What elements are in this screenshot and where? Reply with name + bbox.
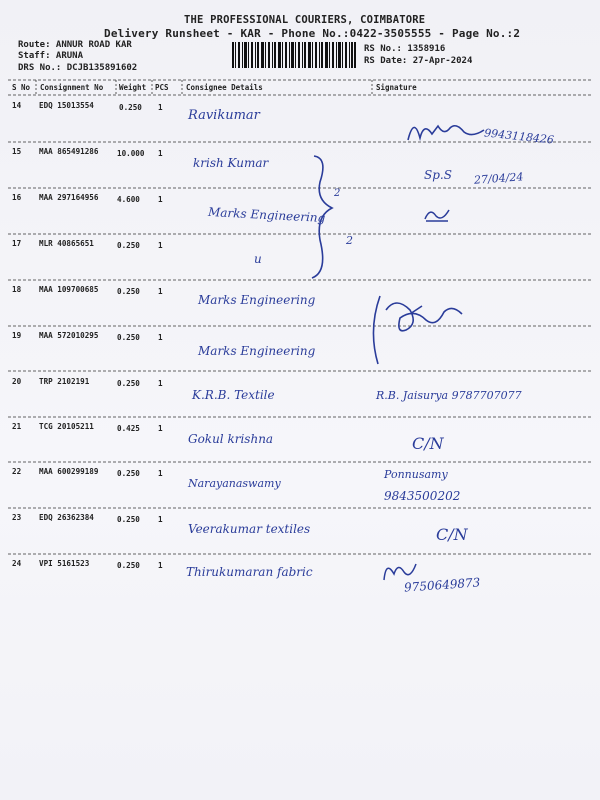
- row-weight: 0.250: [117, 333, 140, 342]
- row-pcs: 1: [158, 195, 163, 204]
- mark-2a: 2: [334, 188, 341, 199]
- row-pcs: 1: [158, 469, 163, 478]
- rs-number: RS No.: 1358916: [364, 44, 446, 54]
- row-signature-text: 27/04/24: [473, 170, 524, 187]
- rs-date: RS Date: 27-Apr-2024: [364, 56, 473, 66]
- row-consignee: Marks Engineering: [198, 293, 316, 307]
- runsheet-subtitle: Delivery Runsheet - KAR - Phone No.:0422-3505555 - Page No.:2: [104, 27, 521, 40]
- row-weight: 0.250: [119, 103, 142, 112]
- row-weight: 0.250: [117, 287, 140, 296]
- row-pcs: 1: [158, 424, 163, 433]
- row-sno: 23: [12, 513, 22, 522]
- row-consignee: Ravikumar: [188, 108, 260, 123]
- row-weight: 0.250: [117, 469, 140, 478]
- row-pcs: 1: [158, 241, 163, 250]
- sig-15-name: Sp.S: [424, 168, 452, 182]
- signature-scribble-icon: [404, 112, 488, 146]
- row-pcs: 1: [158, 287, 163, 296]
- route-label: Route: ANNUR ROAD KAR: [18, 40, 132, 50]
- row-consignment: EDQ 26362384: [39, 513, 94, 522]
- col-header-pcs: PCS: [155, 83, 169, 92]
- row-pcs: 1: [158, 103, 163, 112]
- company-title: THE PROFESSIONAL COURIERS, COIMBATORE: [184, 14, 426, 26]
- signature-scribble-icon: [366, 290, 476, 370]
- row-signature-text: C/N: [412, 434, 444, 453]
- row-consignee: Gokul krishna: [188, 432, 274, 446]
- row-consignment: MLR 40865651: [39, 239, 94, 248]
- row-sno: 24: [12, 559, 22, 568]
- row-consignee: K.R.B. Textile: [192, 388, 275, 402]
- row-sno: 22: [12, 467, 22, 476]
- row-sno: 16: [12, 193, 22, 202]
- row-weight: 0.250: [117, 561, 140, 570]
- row-consignment: EDQ 15013554: [39, 101, 94, 110]
- mark-2b: 2: [346, 234, 353, 247]
- row-signature-text: C/N: [436, 525, 468, 544]
- row-pcs: 1: [158, 333, 163, 342]
- signature-scribble-icon: [422, 204, 452, 224]
- group-brace-icon: [306, 152, 350, 282]
- row-sno: 18: [12, 285, 22, 294]
- drs-number: DRS No.: DCJB135891602: [18, 63, 138, 73]
- row-consignee: Veerakumar textiles: [188, 522, 311, 536]
- row-weight: 0.250: [117, 241, 140, 250]
- staff-label: Staff: ARUNA: [18, 51, 84, 61]
- row-consignee: Thirukumaran fabric: [186, 565, 313, 579]
- row-consignment: MAA 572010295: [39, 331, 99, 340]
- row-signature-text: 9843500202: [384, 489, 461, 503]
- row-consignee: u: [254, 252, 262, 266]
- row-signature-text: R.B. Jaisurya 9787707077: [376, 389, 522, 402]
- row-consignment: TRP 2102191: [39, 377, 90, 386]
- row-consignment: MAA 600299189: [39, 467, 99, 476]
- row-signature-text: 9943118426: [483, 126, 555, 147]
- row-consignment: MAA 297164956: [39, 193, 99, 202]
- row-sno: 20: [12, 377, 22, 386]
- col-header-weight: Weight: [119, 83, 147, 92]
- row-weight: 0.250: [117, 379, 140, 388]
- row-consignee: Marks Engineering: [198, 344, 316, 358]
- row-consignment: MAA 109700685: [39, 285, 99, 294]
- row-consignment: VPI 5161523: [39, 559, 90, 568]
- row-weight: 0.250: [117, 515, 140, 524]
- row-weight: 0.425: [117, 424, 140, 433]
- row-sno: 17: [12, 239, 22, 248]
- sig-22-name: Ponnusamy: [384, 468, 448, 481]
- row-pcs: 1: [158, 561, 163, 570]
- col-header-consignment: Consignment No: [40, 83, 104, 92]
- row-sno: 21: [12, 422, 22, 431]
- row-signature-text: 9750649873: [403, 575, 481, 595]
- row-weight: 10.000: [117, 149, 145, 158]
- col-header-signature: Signature: [376, 83, 417, 92]
- barcode-icon: [232, 42, 356, 68]
- row-pcs: 1: [158, 149, 163, 158]
- row-consignee: Marks Engineering: [207, 204, 326, 226]
- row-sno: 15: [12, 147, 22, 156]
- row-consignment: MAA 865491286: [39, 147, 99, 156]
- row-pcs: 1: [158, 515, 163, 524]
- row-sno: 19: [12, 331, 22, 340]
- row-consignment: TCG 20105211: [39, 422, 94, 431]
- col-header-consignee: Consignee Details: [186, 83, 263, 92]
- row-consignee: krish Kumar: [193, 156, 269, 170]
- row-weight: 4.600: [117, 195, 140, 204]
- row-pcs: 1: [158, 379, 163, 388]
- col-header-sno: S No: [12, 83, 31, 92]
- row-sno: 14: [12, 101, 22, 110]
- row-consignee: Narayanaswamy: [188, 477, 281, 490]
